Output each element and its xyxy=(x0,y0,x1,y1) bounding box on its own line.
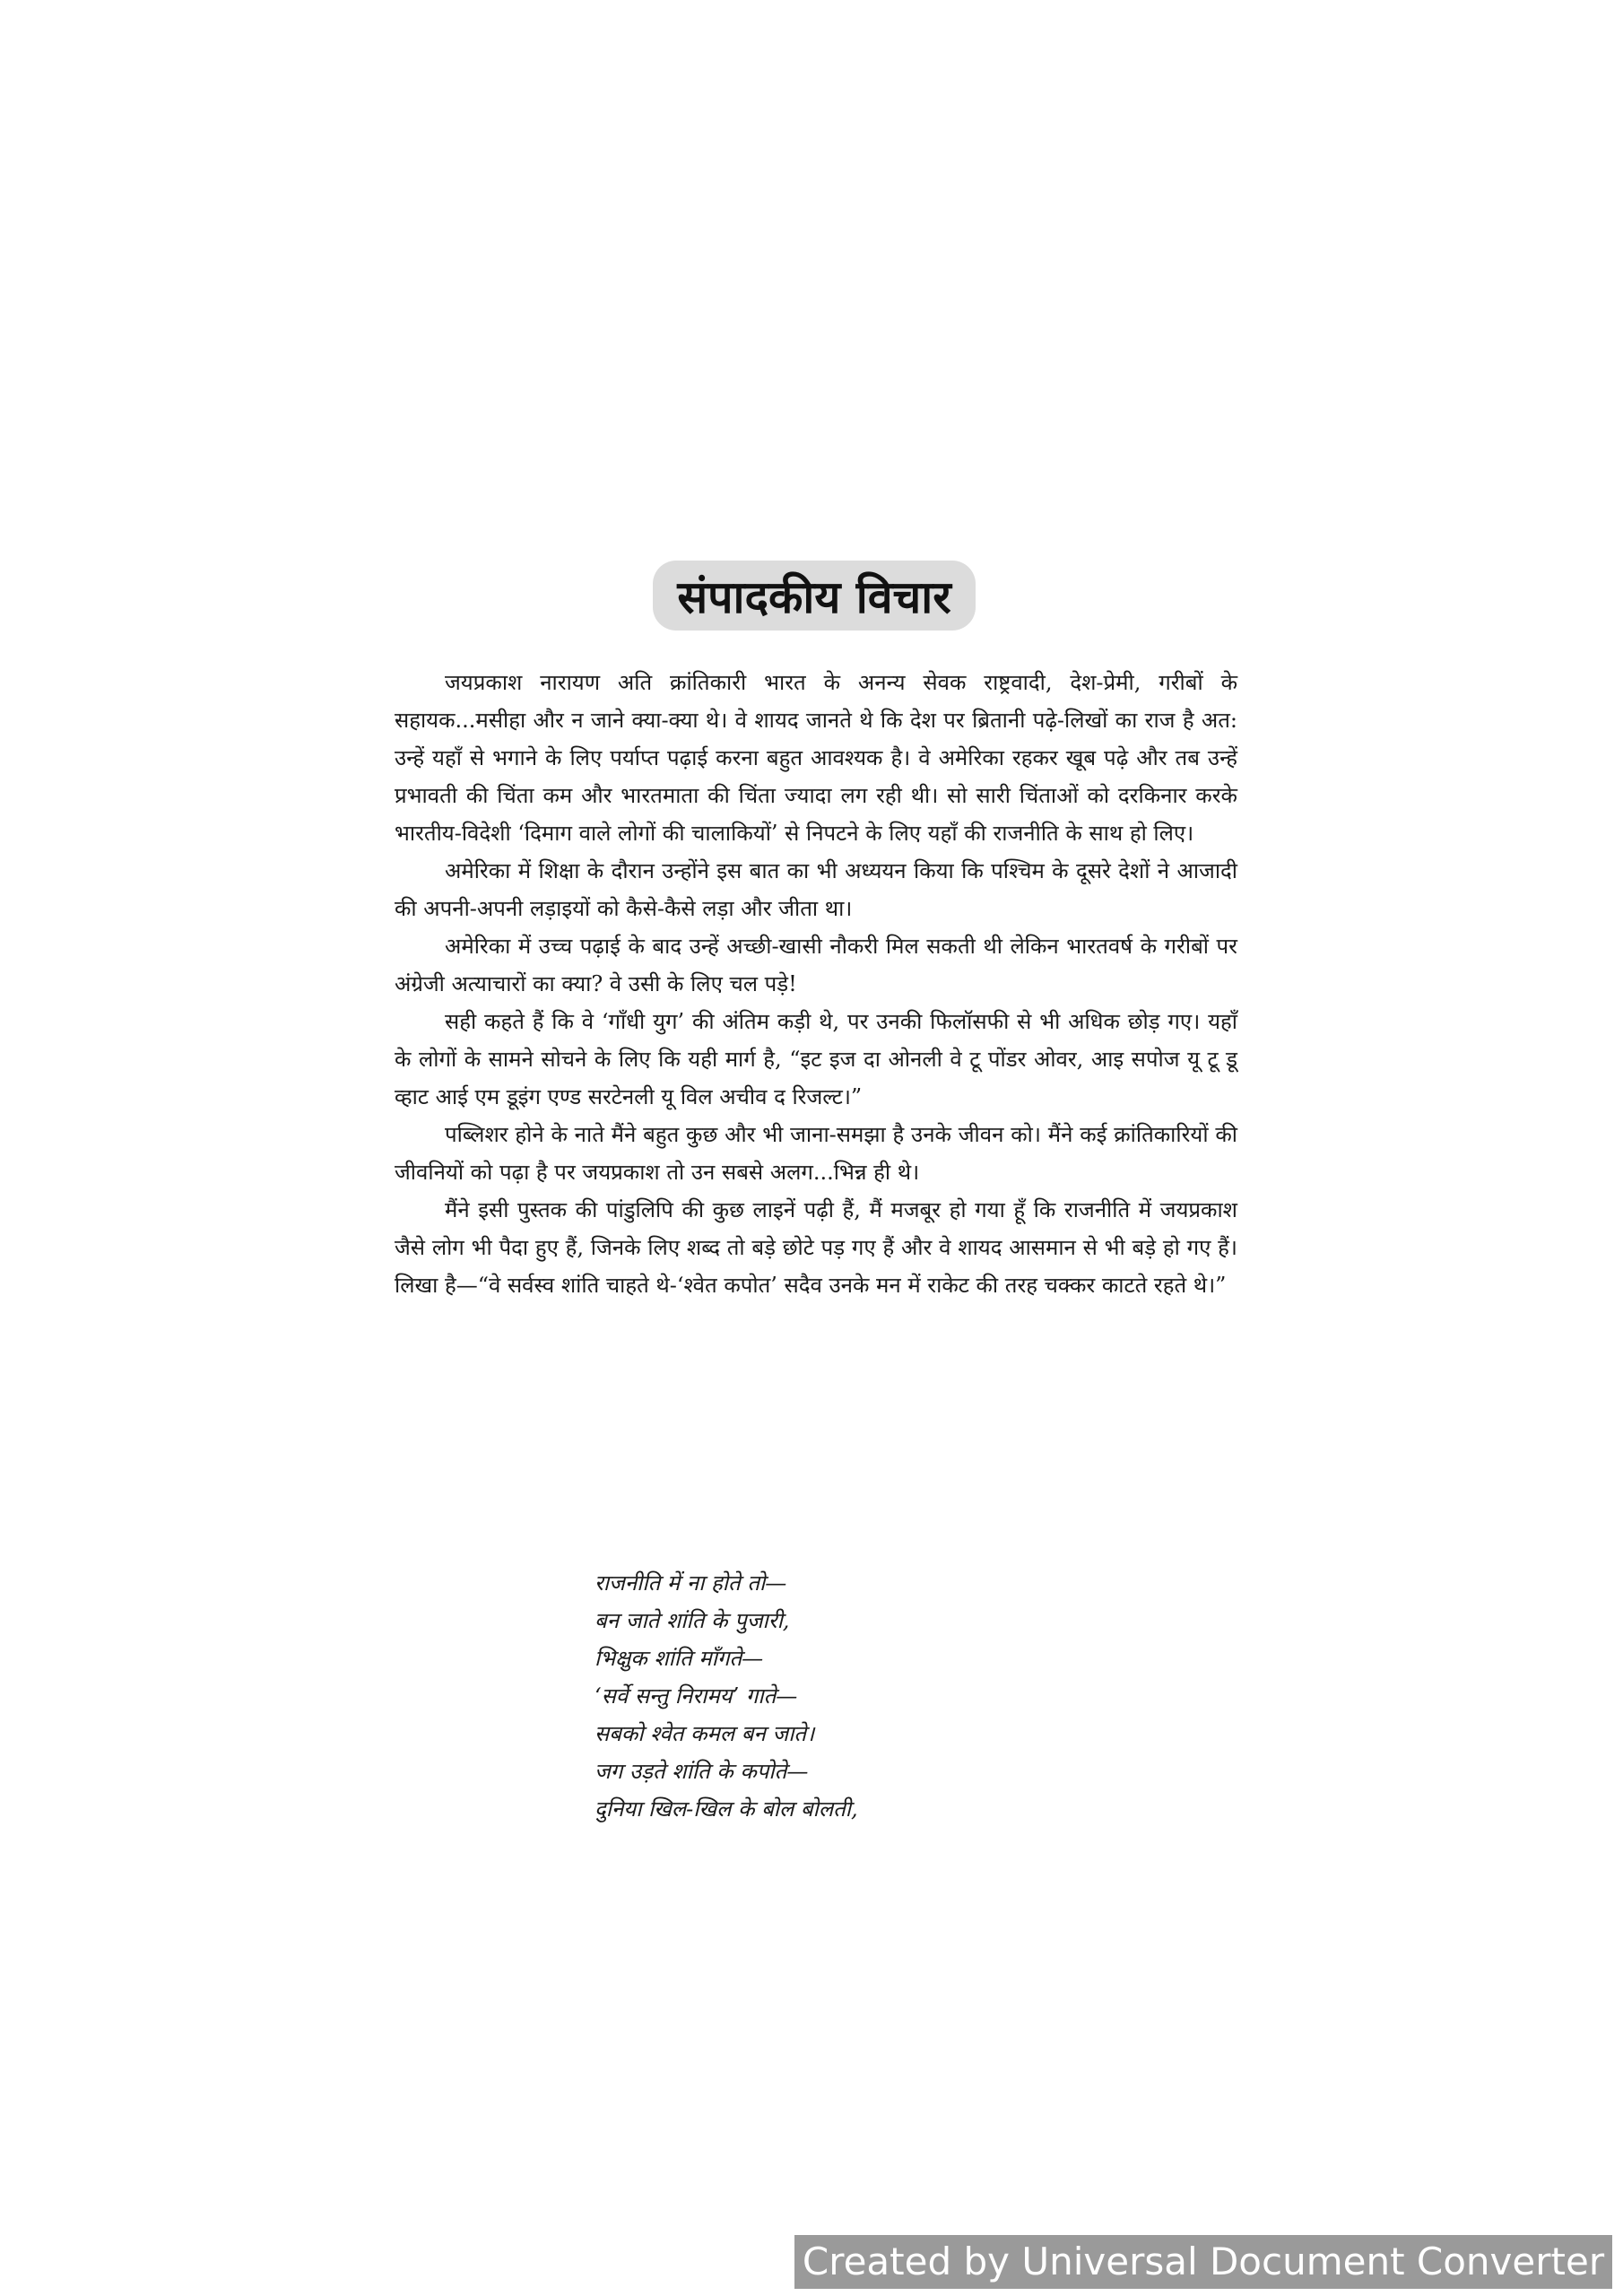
poem-line: ‘सर्वे सन्तु निरामय’ गाते— xyxy=(595,1683,798,1709)
paragraph: सही कहते हैं कि वे ‘गाँधी युग’ की अंतिम कड़ी थे, पर उनकी फिलॉसफी से भी अधिक छोड़ गए। यहाँ के लोगों के सामने सोचने के लिए कि यही मार्ग है, “इट इज दा ओनली वे टू पोंडर ओवर, आइ सपोज यू टू डू व्हाट आई एम डूइंग एण्ड सरटेनली यू विल अचीव द रिजल्ट।” xyxy=(395,1009,1237,1109)
body-text xyxy=(395,664,1237,1304)
paragraph: अमेरिका में उच्च पढ़ाई के बाद उन्हें अच्छी-खासी नौकरी मिल सकती थी लेकिन भारतवर्ष के गरीबों पर अंग्रेजी अत्याचारों का क्या? वे उसी के लिए चल पड़े! xyxy=(395,934,1237,996)
poem-line: दुनिया खिल-खिल के बोल बोलती, xyxy=(595,1796,858,1822)
page-title: संपादकीय विचार xyxy=(677,570,951,623)
poem-line: राजनीति में ना होते तो— xyxy=(595,1570,787,1596)
poem-line: सबको श्वेत कमल बन जाते। xyxy=(595,1721,815,1746)
poem-line: बन जाते शांति के पुजारी, xyxy=(595,1608,790,1633)
poem-line: जग उड़ते शांति के कपोते— xyxy=(595,1759,809,1784)
paragraph: पब्लिशर होने के नाते मैंने बहुत कुछ और भी जाना-समझा है उनके जीवन को। मैंने कई क्रांतिकारियों की जीवनियों को पढ़ा है पर जयप्रकाश तो उन सबसे अलग...भिन्न ही थे। xyxy=(395,1122,1237,1185)
poem-line: भिक्षुक शांति माँगते— xyxy=(595,1646,764,1671)
title-box xyxy=(653,561,976,631)
paragraph: जयप्रकाश नारायण अति क्रांतिकारी भारत के अनन्य सेवक राष्ट्रवादी, देश-प्रेमी, गरीबों के सहायक...मसीहा और न जाने क्या-क्या थे। वे शायद जानते थे कि देश पर ब्रितानी पढ़े-लिखों का राज है अत: उन्हें यहाँ से भगाने के लिए पर्याप्त पढ़ाई करना बहुत आवश्यक है। वे अमेरिका रहकर खूब पढ़े और तब उन्हें प्रभावती की चिंता कम और भारतमाता की चिंता ज्यादा लग रही थी। सो सारी चिंताओं को दरकिनार करके भारतीय-विदेशी ‘दिमाग वाले लोगों की चालाकियों’ से निपटने के लिए यहाँ की राजनीति के साथ हो लिए। xyxy=(395,670,1237,846)
watermark-banner: Created by Universal Document Converter xyxy=(794,2235,1612,2289)
poem xyxy=(595,1564,858,1828)
paragraph: अमेरिका में शिक्षा के दौरान उन्होंने इस बात का भी अध्ययन किया कि पश्चिम के दूसरे देशों ने आजादी की अपनी-अपनी लड़ाइयों को कैसे-कैसे लड़ा और जीता था। xyxy=(395,858,1237,921)
paragraph: मैंने इसी पुस्तक की पांडुलिपि की कुछ लाइनें पढ़ी हैं, मैं मजबूर हो गया हूँ कि राजनीति में जयप्रकाश जैसे लोग भी पैदा हुए हैं, जिनके लिए शब्द तो बड़े छोटे पड़ गए हैं और वे शायद आसमान से भी बड़े हो गए हैं। लिखा है—“वे सर्वस्व शांति चाहते थे-‘श्वेत कपोत’ सदैव उनके मन में राकेट की तरह चक्कर काटते रहते थे।” xyxy=(395,1197,1237,1298)
